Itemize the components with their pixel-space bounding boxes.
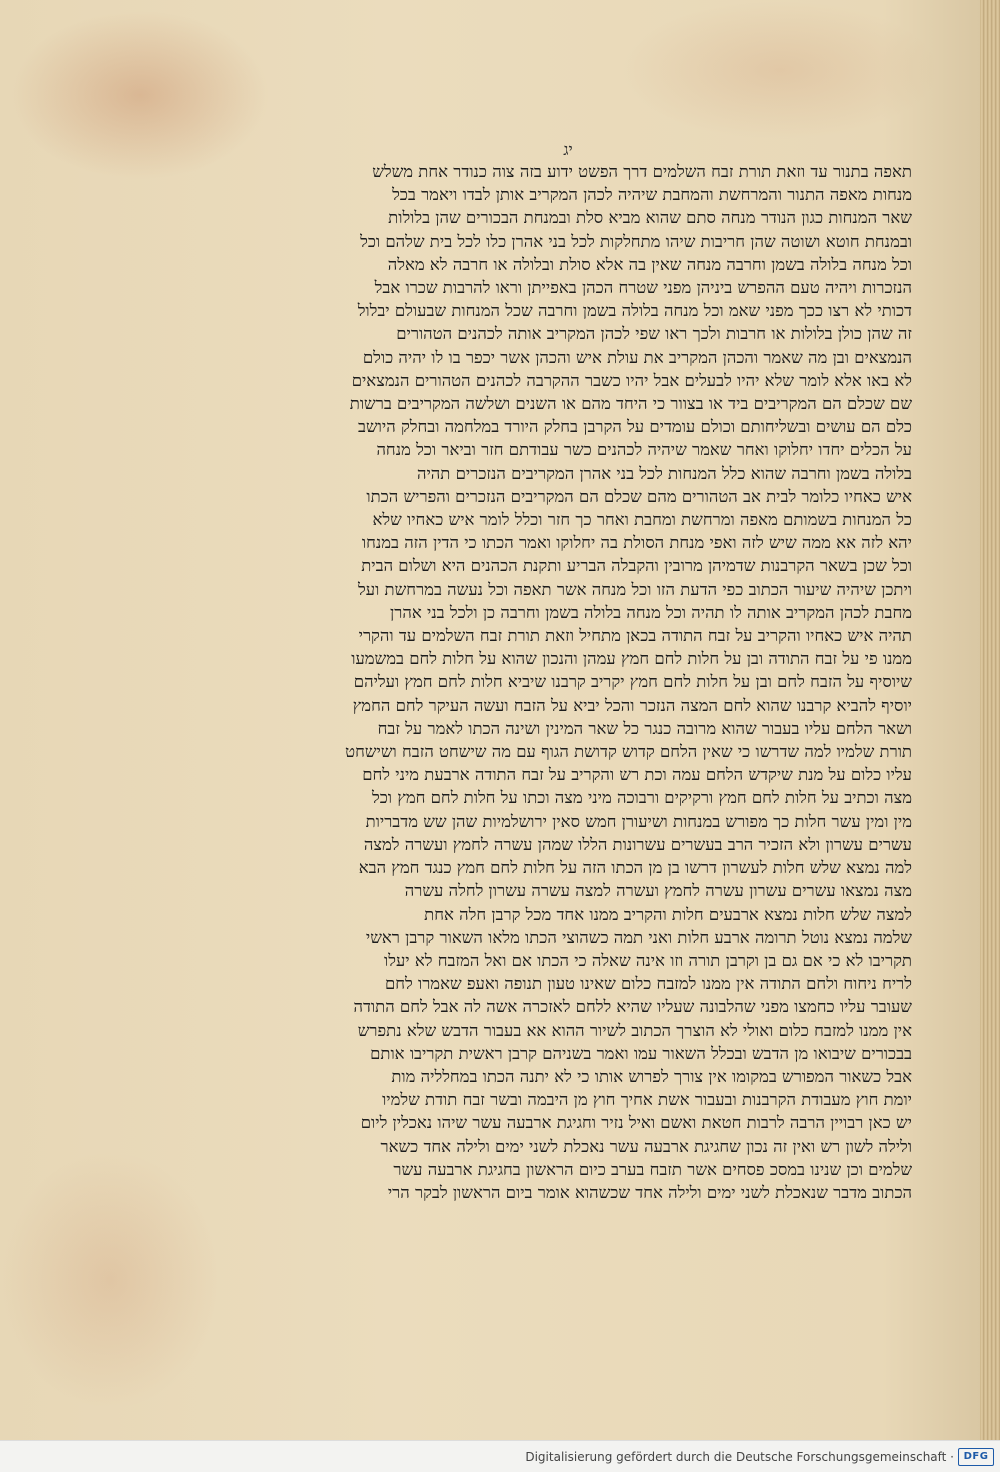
text-line: שעובר עליו כחמצו מפני שהלבונה שעליו שהיא ללחם לאזכרה אשה לה אבל לחם התודה — [353, 997, 912, 1017]
text-line: דכותי לא רצו ככך מפני שאמ וכל מנחה בלולה בשמן וחרבה שכל המנחות שבעולם יבלול — [357, 301, 912, 321]
text-line: למה נמצא שלש חלות לעשרון דרשו בן מן הכתו הזה על חלות לחם חמץ כנגד חמץ הבא — [358, 858, 912, 878]
text-line: ויתכן שיהיה שיעור הכתוב כפי הדעת הזו וכל מנחה אשר תאפה וכל נעשה במרחשת ועל — [358, 579, 912, 599]
text-line: כל המנחות בשמותם מאפה ומרחשת ומחבת ואחר כך חזר וכלל לומר איש כאחיו שלא — [372, 510, 912, 530]
text-line: ולילה לשון רש ואין זה נכון שחגיגת ארבעה עשר נאכלת לשני ימים ולילה אחד כשאר — [380, 1136, 912, 1156]
text-line: הנזכרות ויהיה טעם ההפרש ביניהן מפני שטרח הכהן באפייתן וראו להרבות שכרו אבל — [374, 278, 912, 298]
text-line: לריח ניחוח ולחם התודה אין ממנו למזבח כלום שאינו טעון תנופה ואעפ שאמרו לחם — [384, 974, 912, 994]
water-stain-top-left — [10, 10, 270, 180]
text-line: לא באו אלא לומר שלא יהיו לבעלים אבל יהיו כשבר ההקרבה לכהנים הטהורים הנמצאים — [351, 370, 912, 390]
text-line: שלמה נמצא נוטל תרומה ארבע חלות ואני תמה כשהוצי הכתו מלאו השאור קרבן ראשי — [365, 927, 912, 947]
water-stain-top-right — [620, 0, 940, 140]
text-line: בבכורים שיבואו מן הדבש ובכלל השאור עמו ואמר בשניהם קרבן ראשית תקריבו אותם — [370, 1043, 912, 1063]
folio-number: יג — [563, 140, 573, 159]
text-line: וכל שכן בשאר הקרבנות שדמיהן מרובין והקבלה הבריע ותקנת הכהנים היא ושלום הבית — [361, 556, 912, 576]
text-line: ושאר הלחם עליו בעבור שהוא מרובה כנגר כל שאר המינין ושינה הכתו לאמר על זבח — [377, 718, 912, 738]
text-line: למצה שלש חלות נמצא ארבעים חלות והקריב ממנו אחד מכל קרבן חלה אחת — [424, 904, 912, 924]
text-line: תאפה בתנור עד וזאת תורת זבח השלמים דרך הפשט ידוע בזה צוה כנודר אחת משלש — [372, 162, 912, 181]
text-line: שם שכלם הם המקריבים ביד או בצוור כי היחד מהם או השנים ושלשה המקריבים ברשות — [349, 394, 912, 414]
text-line: תקריבו לא כי אם גם בן וקרבן תורה וזו אינה שאלה כי הכתו אם ואל המזבח לא יעלו — [384, 950, 912, 970]
text-line: תורת שלמיו למה שדרשו כי שאין הלחם קדוש קדושת הגוף עם מה שישחט הזבח ושישחט — [345, 742, 912, 762]
text-line: מחבת לכהן המקריב אותה לו תהיה וכל מנחה בלולה בשמן וחרבה כן ולכל בני אהרן — [390, 602, 912, 622]
footer-credit: Digitalisierung gefördert durch die Deutsche Forschungsgemeinschaft · — [525, 1450, 954, 1464]
text-line: יומת חוץ מעבודת הקרבנות ובעבור אשת אחיך חוץ מן היבמה ובשר זבח תודת שלמיו — [382, 1090, 912, 1110]
text-line: וכל מנחה בלולה בשמן וחרבה מנחה שאין בה אלא סולת ובלולה או חרבה לא מאלה — [387, 254, 912, 274]
water-stain-bottom-left — [0, 1150, 220, 1410]
text-line: יוסיף להביא קרבנו שהוא לחם המצה הנזכר והכל יביא על הזבח ועשה העיקר לחם החמץ — [352, 695, 912, 715]
text-line: כלם הם עושים ובשליחותם וכולם עומדים על הקרבן בחלק היורד במלחמה ובחלק היושב — [358, 417, 912, 437]
text-line: אבל כשאור המפורש במקומו אין צורך לפרוש אותו כי לא יתנה הכתו במחלליה מות — [391, 1066, 912, 1086]
text-line: בלולה בשמן וחרבה שהוא כלל המנחות לכל בני אהרן המקריבים הנזכרים תהיה — [416, 463, 912, 483]
text-line: מנחות מאפה התנור והמרחשת והמחבת שיהיה לכהן המקריב אותן לבדו ויאמר בכל — [392, 185, 912, 205]
text-line: מצה נמצאו עשרים עשרון עשרה לחמץ ועשרה למצה עשרה עשרון לחלה עשרה — [404, 881, 912, 901]
text-line: אין ממנו למזבח כלום ואולי לא הוצרך הכתוב לשיור ההוא אא בעבור הדבש שלא נתפרש — [357, 1020, 912, 1040]
text-line: שלמים וכן שנינו במסכ פסחים אשר תזבח בערב כיום הראשון בחגיגת ארבעה עשר — [393, 1159, 912, 1179]
text-line: על הכלים יחדו יחלוקו ואחר שאמר שיהיה לכהנים כשר עבודתם חזר וביאר וכל מנחה — [376, 440, 912, 460]
text-line: מצה וכתיב על חלות לחם חמץ ורקיקים ורבוכה מיני מצה וכתו על חלות לחם חמץ וכל — [372, 788, 912, 808]
text-line: הנמצאים ובן מה שאמר והכהן המקריב את עולת איש והכהן אשר יכפר בו לו יהיה כולם — [362, 347, 912, 367]
text-line: עשרים עשרון ולא הזכיר הרב בעשרים עשרונות הללו שמהן עשרה לחמץ ועשרה למצה — [363, 834, 912, 854]
footer-bar — [0, 1440, 1000, 1472]
page-edge — [980, 0, 1000, 1440]
text-line: זה שהן כולן בלולות או חרבות ולכך ראו שפי לכהן המקריב אותה לכהנים הטהורים — [396, 324, 912, 344]
text-line: יהא לזה אא ממה שיש לזה ואפי מנחת הסולת בה יחלוקו ואמר הכתו כי הדין הזה במנחו — [361, 533, 912, 553]
text-line: שאר המנחות כגון הנודר מנחה סתם שהוא מביא סלת ובמנחת הבכורים שהן בלולות — [388, 208, 912, 228]
text-line: מין ומין עשר חלות כך מפורש במנחות ושיעורן חמש סאין ירושלמיות שהן שש מדבריות — [365, 811, 912, 831]
text-block — [232, 160, 912, 1204]
text-line: שיוסיף על הזבח לחם ובן על חלות לחם חמץ יקריב קרבנו שיביא חלות לחם חמץ ועליהם — [353, 672, 912, 692]
text-line: עליו כלום על מנת שיקדש הלחם עמה וכת רש והקריב על זבח התודה ארבעת מיני לחם — [362, 765, 912, 785]
text-line: איש כאחיו כלומר לבית אב הטהורים מהם שכלם הם המקריבים הנזכרים והפריש הכתו — [366, 486, 912, 506]
text-line: הכתוב מדבר שנאכלת לשני ימים ולילה אחד שכשהוא אומר ביום הראשון לבקר הרי — [387, 1182, 912, 1202]
dfg-logo: DFG — [958, 1448, 994, 1466]
text-line: תהיה איש כאחיו והקריב על זבח התודה בכאן מתחיל וזאת תורת זבח השלמים עד והקרי — [358, 626, 912, 646]
text-line: ממנו פי על זבח התודה ובן על חלות לחם חמץ עמהן והנכון שהוא על חלות לחם במשמעו — [351, 649, 912, 669]
text-line: ובמנחת חוטא ושוטה שהן חריבות שיהו מתחלקות לכל בני אהרן כלו לכל בית שלהם וכל — [360, 231, 912, 251]
text-line: יש כאן רבויין הרבה לרבות חטאת ואשם ואיל נזיר וחגיגת ארבעה עשר שיהו נאכלין ליום — [360, 1113, 912, 1133]
